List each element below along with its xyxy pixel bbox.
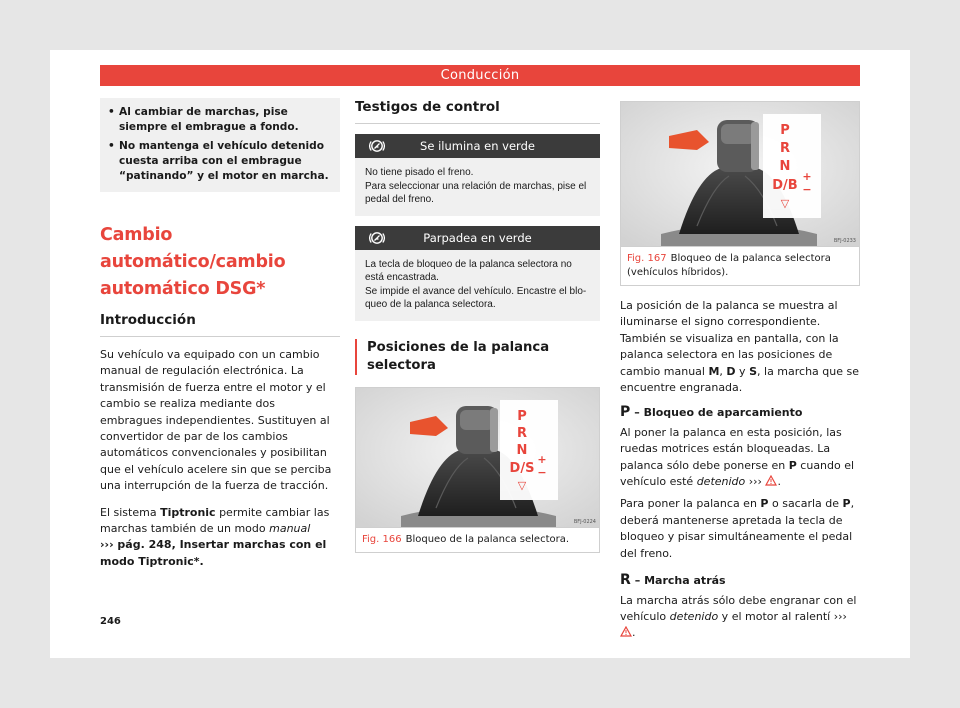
text-italic: detenido <box>696 475 746 489</box>
text-run: , deberá mantenerse apretada la tecla de bloqueo y pisar simultáneamente el pedal del freno. <box>620 497 855 560</box>
tiptronic-paragraph <box>100 505 340 571</box>
cross-reference-link[interactable]: ››› <box>745 475 766 489</box>
figure-number: Fig. 167 <box>627 253 667 264</box>
text-bold: M <box>708 364 720 378</box>
lamp-label: Parpadea en verde <box>423 230 532 245</box>
figure-caption-text: Bloqueo de la palanca selectora (vehículos híbridos). <box>627 253 831 278</box>
text-bold: P <box>842 497 851 511</box>
gear-lever-illustration <box>621 102 859 247</box>
cross-reference-link[interactable]: ››› pág. 248, Insertar marchas con el modo Tiptronic*. <box>100 538 327 568</box>
section-title-line1: Cambio automático/cambio <box>100 225 286 272</box>
text-run: . <box>777 475 781 489</box>
gear-letter-p: P <box>620 404 631 421</box>
gear-selector-image <box>356 388 599 528</box>
intro-paragraph: Su vehículo va equipado con un cambio manual de regulación electrónica. La transmisión de fuerza entre el motor y el cambio se realiza mediante dos embragues independientes. Sustituyen al convertidor de par de los cambios automáticos convencionales y posibilitan que el vehículo acelere sin que se perciba una interrupción de la fuerza de tracción. <box>100 348 332 493</box>
lamp-header-green-blink <box>355 226 600 250</box>
gear-label-p: P <box>780 123 790 138</box>
text-bold: D <box>726 364 736 378</box>
brake-pedal-icon <box>369 138 385 154</box>
figure-167 <box>620 101 860 286</box>
text-italic: detenido <box>669 609 719 623</box>
section-title-line2: automático DSG* <box>100 279 266 299</box>
gear-label-r: R <box>779 141 791 156</box>
gear-label-p: P <box>517 408 527 424</box>
section-title <box>100 222 340 303</box>
lamp-text: Para seleccionar una relación de marchas, pise el pedal del freno. <box>365 180 587 205</box>
gear-label-plus: + <box>537 452 547 466</box>
lamp-text: Se impide el avance del vehículo. Encastre el bloqueo de la palanca selectora. <box>365 285 587 310</box>
text-run: , la marcha que se encuentre engranada. <box>620 364 860 395</box>
warning-triangle-icon <box>620 626 632 637</box>
figure-caption <box>356 528 599 553</box>
text-run: La marcha atrás sólo debe engranar con el vehículo <box>620 593 857 623</box>
lamp-header-green-on <box>355 134 600 158</box>
gear-selector-image <box>621 102 859 247</box>
text-run: . <box>632 626 636 640</box>
text-run: – Bloqueo de aparcamiento <box>634 406 803 420</box>
position-display-paragraph <box>620 298 860 396</box>
warning-item: • No mantenga el vehículo detenido cuesta arriba con el embrague “patinando” y el motor en marcha. <box>108 139 332 184</box>
gear-label-triangle: ▽ <box>517 478 527 492</box>
text-run: Al poner la palanca en esta posición, las ruedas motrices están bloqueadas. La palanca sólo debe ponerse en <box>620 425 842 472</box>
figure-code: BFJ-0224 <box>573 518 596 525</box>
lamp-description <box>355 250 600 321</box>
text-bold: Tiptronic <box>160 505 216 519</box>
left-column <box>100 98 340 570</box>
warning-box <box>100 98 340 192</box>
lamp-description <box>355 158 600 216</box>
brake-pedal-icon <box>369 230 385 246</box>
park-heading <box>620 404 860 421</box>
right-column <box>620 101 860 642</box>
text-run: – Marcha atrás <box>634 574 726 588</box>
text-bold: S <box>749 364 758 378</box>
gear-label-r: R <box>516 425 528 441</box>
positions-title: Posiciones de la palanca selectora <box>355 339 600 375</box>
manual-page <box>50 50 910 658</box>
text-bold: P <box>788 458 797 472</box>
gear-lever-illustration <box>356 388 599 528</box>
figure-166 <box>355 387 600 554</box>
middle-column <box>355 98 600 553</box>
gear-letter-r: R <box>620 572 631 589</box>
text-run: permite cambiar las marchas también de un modo <box>100 505 330 536</box>
reverse-heading <box>620 572 860 589</box>
gear-label-ds: D/S <box>509 460 535 476</box>
text-run: cuando el vehículo esté <box>620 458 855 489</box>
figure-caption <box>621 247 859 285</box>
text-run: La posición de la palanca se muestra al iluminarse el signo correspondiente. También se visualiza en pantalla, con la palanca selectora en las posiciones de cambio manual <box>620 299 839 378</box>
page-number: 246 <box>100 616 121 627</box>
warning-item: • Al cambiar de marchas, pise siempre el embrague a fondo. <box>108 105 332 135</box>
text-run: y <box>735 364 750 378</box>
park-paragraph <box>620 425 860 491</box>
lamp-label: Se ilumina en verde <box>420 139 535 153</box>
text-bold: P <box>760 497 769 511</box>
text-run: El sistema <box>100 505 161 519</box>
chapter-banner: Conducción <box>100 65 860 86</box>
gear-label-n: N <box>516 442 528 458</box>
lamp-text: La tecla de bloqueo de la palanca selectora no está encastrada. <box>365 258 572 283</box>
gear-label-db: D/B <box>772 178 798 193</box>
lamp-text: No tiene pisado el freno. <box>365 167 474 178</box>
text-run: o sacarla de <box>768 497 843 511</box>
witness-lamps-title: Testigos de control <box>355 98 600 124</box>
gear-label-n: N <box>779 159 791 174</box>
gear-label-minus: − <box>802 183 812 196</box>
text-run: , <box>719 364 727 378</box>
figure-number: Fig. 166 <box>362 533 402 545</box>
reverse-paragraph <box>620 593 860 642</box>
figure-caption-text: Bloqueo de la palanca selectora. <box>405 533 570 545</box>
cross-reference-link[interactable]: y el motor al ralentí ››› <box>718 609 847 623</box>
text-italic: manual <box>269 522 311 536</box>
figure-code: BFJ-0233 <box>833 238 856 244</box>
text-run: Para poner la palanca en <box>620 497 761 511</box>
gear-label-triangle: ▽ <box>780 197 790 210</box>
gear-label-plus: + <box>802 170 812 183</box>
warning-triangle-icon <box>765 475 777 486</box>
gear-label-minus: − <box>537 465 547 479</box>
subsection-title: Introducción <box>100 311 340 337</box>
park-paragraph-2 <box>620 496 860 562</box>
